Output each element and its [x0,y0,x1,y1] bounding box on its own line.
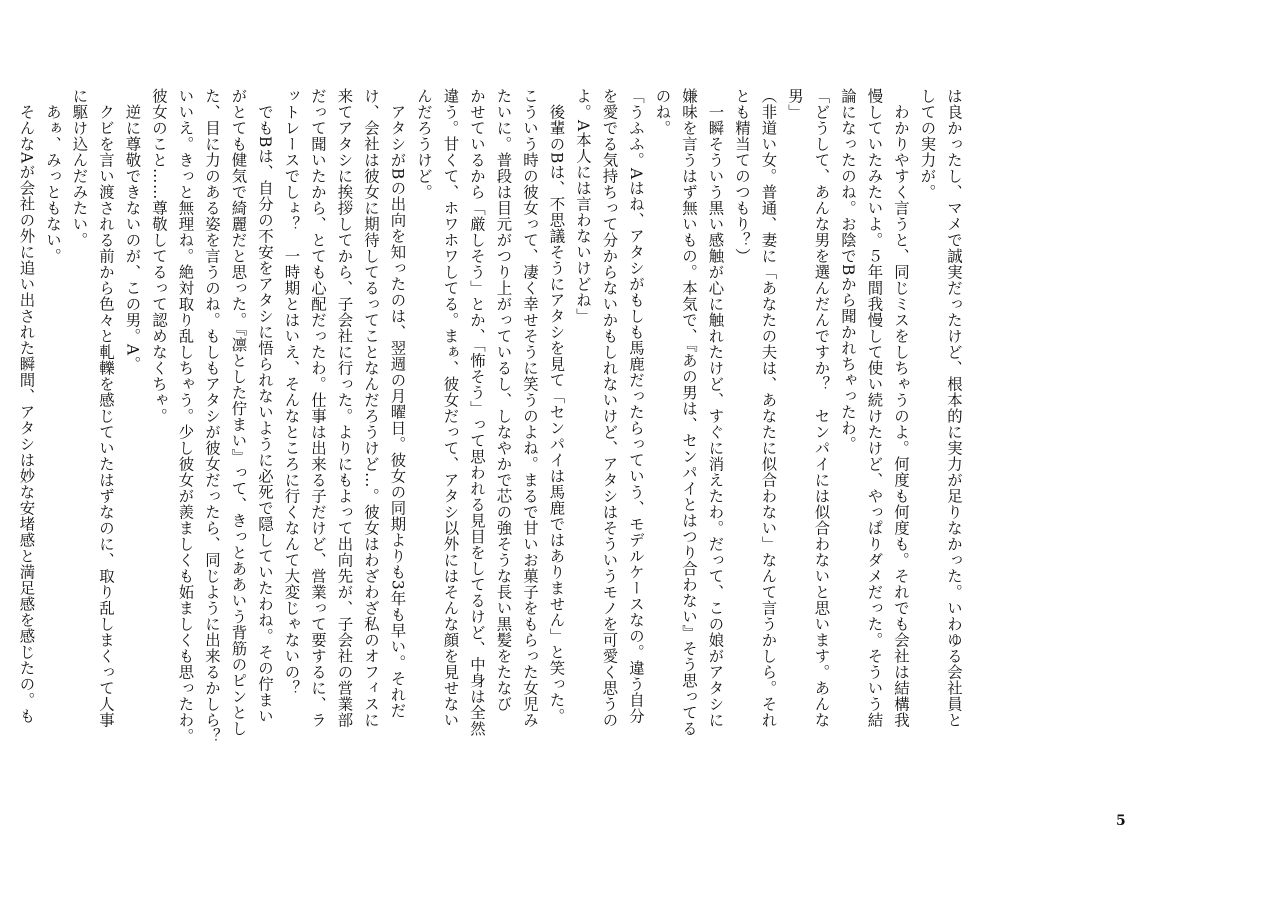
text-line: そんなAが会社の外に追い出された瞬間、アタシは妙な安堵感と満足感を感じたの。も [17,88,36,724]
text-line: 来てアタシに挨拶してから、子会社に行った。よりにもよって出向先が、子会社の営業部 [335,88,354,728]
text-line: 「うふふ。Aはね、アタシがもしも馬鹿だったらっていう、モデルケースなの。違う自分 [627,88,645,724]
text-line: （非道い女。普通、妻に「あなたの夫は、あなたに似合わない」なんて言うかしら。それ [759,88,778,728]
text-line: かせているから「厳しそう」とか、「怖そう」って思われる見目をしてるけど、中身は全然 [468,88,486,737]
text-line: のね。 [653,88,672,136]
text-line: 「どうして、あんな男を選んだんですか？ センパイには似合わないと思います。あんな [812,88,831,728]
text-line: いいえ。きっと無理ね。絶対取り乱しちゃう。少し彼女が羨ましくも妬ましくも思ったわ。 [176,88,195,744]
page-number: 5 [1116,813,1126,829]
text-line: 彼女のこと……尊敬してるって認めなくちゃ。 [150,88,168,424]
text-line: アタシがBの出向を知ったのは、翌週の月曜日。彼女の同期よりも3年も早い。それだ [388,88,407,719]
text-line: 逆に尊敬できないのが、この男。A。 [123,88,142,372]
text-line: に駆け込んだみたい。 [70,88,89,248]
text-line: とも精当てのつもり？） [733,88,751,264]
text-line: 嫌味を言うはず無いもの。本気で、『あの男は、センパイとはつり合わない』そう思ってる [680,88,698,737]
text-line: 一瞬そういう黒い感触が心に触れたけど、すぐに消えたわ。だって、この娘がアタシに [706,88,725,728]
text-line: わかりやすく言うと、同じミスをしちゃうのよ。何度も何度も。それでも会社は結構我 [892,88,910,728]
text-line: を愛でる気持ちって分からないかもしれないけど、アタシはそういうモノを可愛く思うの [600,88,619,728]
text-line: は良かったし、マメで誠実だったけど、根本的に実力が足りなかった。いわゆる会社員と [945,88,963,728]
text-line: んだろうけど。 [415,88,433,200]
text-line: 論になったのね。お陰でBから聞かれちゃったわ。 [839,88,857,452]
text-line: ットレースでしょ？ 一時期とはいえ、そんなところに行くなんて大変じゃないの？ [282,88,301,696]
text-line: しての実力が。 [918,88,937,200]
vertical-text-body [17,88,967,788]
text-line: がとても健気で綺麗だと思った。『凛とした佇まい』って、きっとああいう背筋のピンとし [229,88,248,737]
text-line: 慢していたみたいよ。５年間我慢して使い続けたけど、やっぱりダメだった。そういう結 [865,88,884,728]
text-line: よ。A本人には言わないけどね」 [574,88,592,324]
text-line: クビを言い渡される前から色々と軋轢を感じていたはずなのに、取り乱しまくって人事 [97,88,115,728]
text-line: あぁ、みっともない。 [44,88,62,264]
text-line: 後輩のBは、不思議そうにアタシを見て「センパイは馬鹿ではありません」と笑った。 [547,88,566,724]
text-line: け、会社は彼女に期待してるってことなんだろうけど…。彼女はわざわざ私のオフィスに [362,88,380,728]
text-line: 違う。甘くて、ホワホワしてる。まぁ、彼女だって、アタシ以外にはそんな顔を見せない [441,88,460,728]
text-line: た、目に力のある姿を言うのね。もしもアタシが彼女だったら、同じように出来るかしら？ [203,88,221,744]
text-line: たいに。普段は目元がつり上がっているし、しなやかで芯の強そうな長い黒髪をたなび [494,88,513,712]
text-line: こういう時の彼女って、凄く幸せそうに笑うのよね。まるで甘いお菓子をもらった女児み [521,88,539,728]
text-line: 男」 [786,88,804,120]
text-line: だって聞いたから、とても心配だったわ。仕事は出来る子だけど、営業って要するに、ラ [309,88,327,728]
text-line: でもBは、自分の不安をアタシに悟られないように必死で隠していたわね。その佇まい [256,88,274,724]
